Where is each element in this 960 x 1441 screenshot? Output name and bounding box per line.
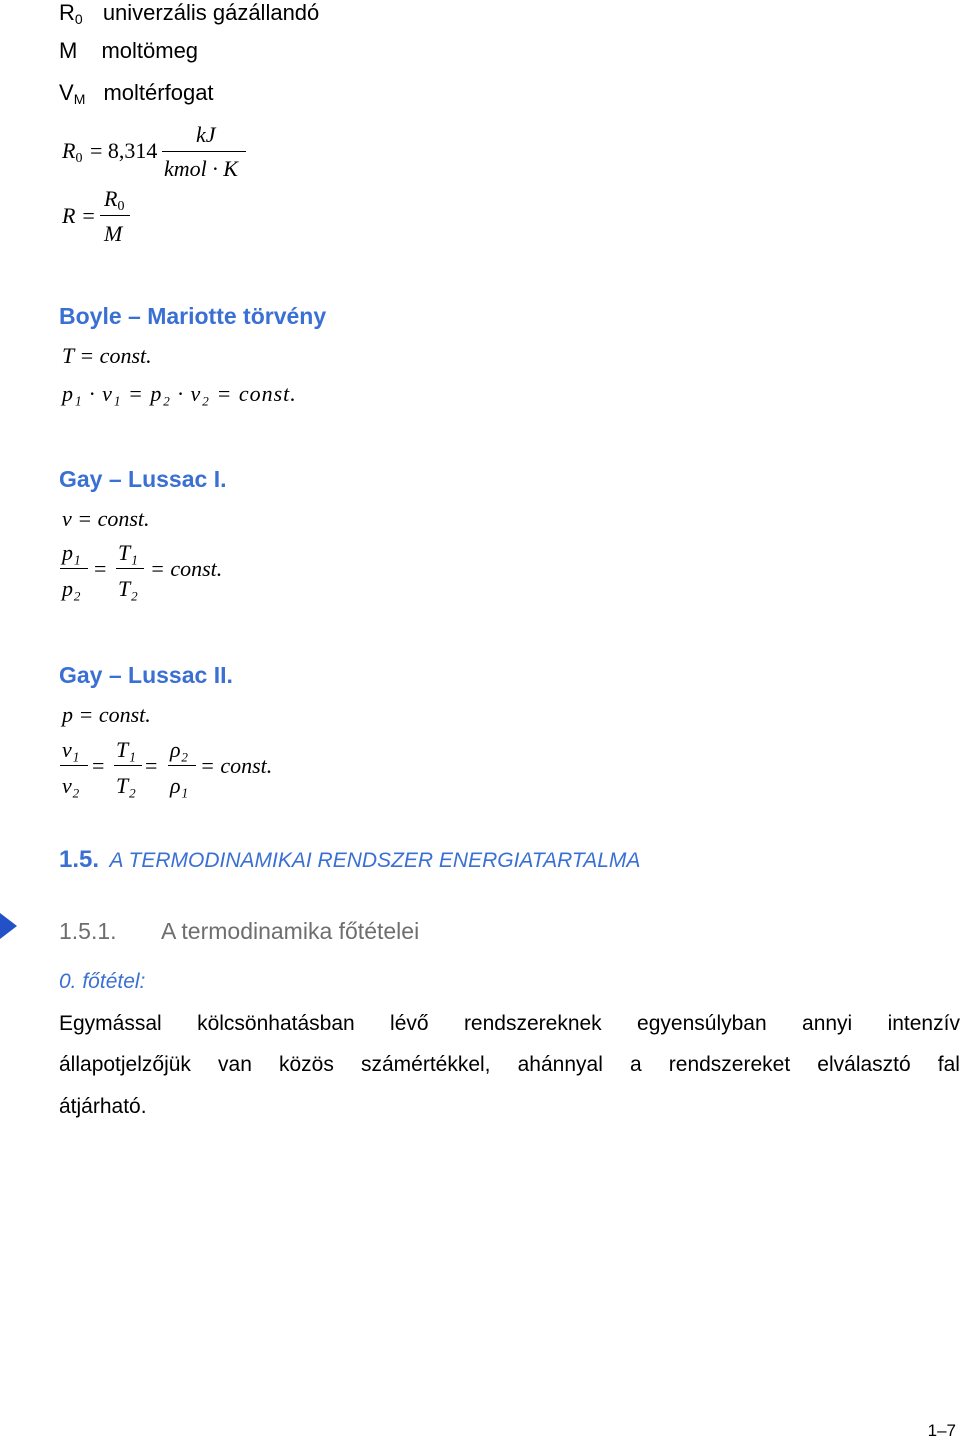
boyle-equation: p₁ · v₁ = p₂ · v₂ = const.	[62, 381, 297, 406]
fraction-numerator: kJ	[196, 122, 216, 147]
law-0-title: 0. főtétel:	[59, 970, 146, 993]
page-number: 1–7	[927, 1421, 956, 1440]
definition-vm: VM moltérfogat	[59, 80, 214, 107]
subsection-heading: 1.5.1. A termodinamika főtételei	[59, 918, 420, 944]
fraction-denominator: kmol · K	[164, 156, 238, 181]
law-0-line-3: átjárható.	[59, 1095, 147, 1118]
fraction-line	[162, 151, 246, 152]
gay-lussac-1-title: Gay – Lussac I.	[59, 466, 227, 492]
gay-lussac-1-condition: v = const.	[62, 506, 150, 531]
boyle-title: Boyle – Mariotte törvény	[59, 303, 327, 329]
fraction-line	[100, 215, 130, 216]
bullet-arrow-icon	[0, 913, 17, 939]
gay-lussac-2-title: Gay – Lussac II.	[59, 662, 233, 688]
law-0-line-2: állapotjelzőjük van közös számértékkel, ahánnyal a rendszereket elválasztó fal	[59, 1053, 960, 1076]
gay-lussac-2-condition: p = const.	[62, 702, 151, 727]
boyle-condition: T = const.	[62, 343, 152, 368]
definition-m: M moltömeg	[59, 38, 199, 63]
law-0-line-1: Egymással kölcsönhatásban lévő rendszereknek egyensúlyban annyi intenzív	[59, 1012, 960, 1035]
section-heading: 1.5. A TERMODINAMIKAI RENDSZER ENERGIATARTALMA	[59, 846, 641, 873]
definition-r0: R0 univerzális gázállandó	[59, 0, 320, 27]
